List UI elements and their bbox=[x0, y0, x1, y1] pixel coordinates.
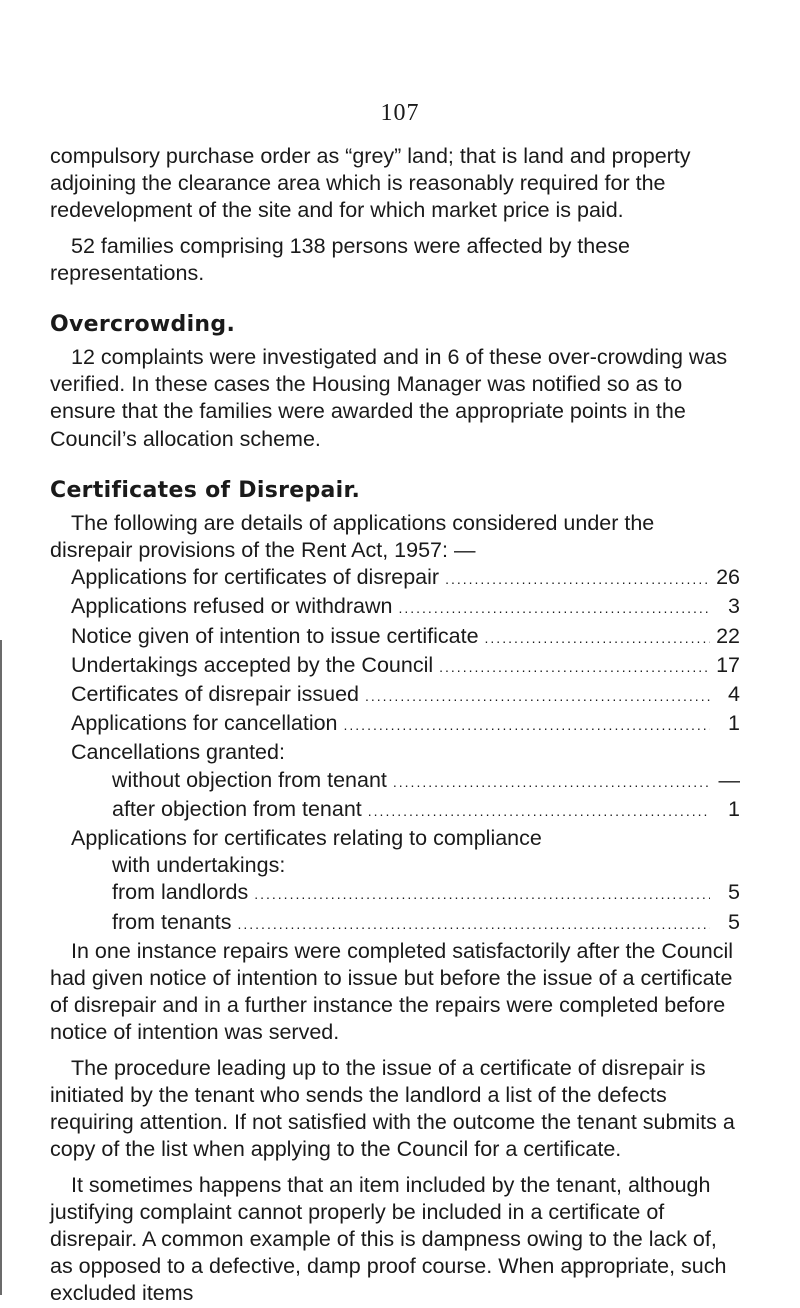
item-label: Notice given of intention to issue certificate bbox=[71, 623, 479, 648]
cancellations-heading: Cancellations granted: bbox=[71, 740, 285, 765]
list-item bbox=[50, 796, 740, 825]
intro-paragraph-1: compulsory purchase order as “grey” land; that is land and property adjoining the clearance area which is reasonably required for the redevelopment of the site and for which market price is paid. bbox=[50, 144, 691, 223]
item-value: 1 bbox=[728, 711, 740, 736]
certificates-heading: Certificates of Disrepair. bbox=[50, 477, 361, 503]
item-label: after objection from tenant bbox=[112, 796, 362, 821]
overcrowding-paragraph: 12 complaints were investigated and in 6 of these over-crowding was verified. In these cases the Housing Manager was notified so as to ensure that the families were awarded the appropriate points in the Council’s allocation scheme. bbox=[50, 345, 728, 451]
item-value: 17 bbox=[716, 652, 740, 677]
certificates-intro: The following are details of applications considered under the disrepair provisions of the Rent Act, 1957: — bbox=[50, 510, 655, 563]
item-label: from tenants bbox=[112, 909, 232, 934]
list-item bbox=[50, 564, 740, 593]
leader-dots bbox=[439, 654, 710, 681]
certificates-paragraph-3: It sometimes happens that an item included by the tenant, although justifying complaint cannot properly be included in a certificate of disrepair. A common example of this is dampness owing to the lack of, as opposed to a defective, damp proof course. When appropriate, such excluded items bbox=[50, 1172, 727, 1306]
list-item bbox=[50, 710, 740, 739]
list-item bbox=[50, 879, 740, 908]
item-value: 4 bbox=[728, 682, 740, 707]
leader-dots bbox=[485, 625, 710, 652]
leader-dots bbox=[445, 566, 710, 593]
item-label: from landlords bbox=[112, 880, 249, 905]
item-label: Undertakings accepted by the Council bbox=[71, 652, 434, 677]
overcrowding-heading: Overcrowding. bbox=[50, 312, 236, 338]
item-value: — bbox=[718, 767, 740, 792]
intro-paragraph-2: 52 families comprising 138 persons were affected by these representations. bbox=[50, 233, 630, 285]
list-item bbox=[50, 681, 740, 710]
item-label: Applications refused or withdrawn bbox=[71, 594, 393, 619]
item-label: without objection from tenant bbox=[112, 767, 387, 792]
item-label: Certificates of disrepair issued bbox=[71, 682, 359, 707]
item-label: Applications for certificates of disrepair bbox=[71, 565, 440, 590]
item-value: 5 bbox=[728, 909, 740, 934]
item-value: 1 bbox=[728, 796, 740, 821]
list-item bbox=[50, 909, 740, 938]
list-item bbox=[50, 652, 740, 681]
leader-dots bbox=[393, 769, 710, 796]
page-number: 107 bbox=[380, 100, 420, 126]
document-body bbox=[50, 143, 740, 1308]
leader-dots bbox=[365, 683, 710, 710]
scan-edge-line bbox=[0, 640, 2, 1295]
item-value: 3 bbox=[728, 594, 740, 619]
leader-dots bbox=[368, 798, 710, 825]
leader-dots bbox=[254, 881, 710, 908]
leader-dots bbox=[344, 712, 710, 739]
certificates-list bbox=[50, 564, 740, 938]
item-value: 26 bbox=[716, 565, 740, 590]
leader-dots bbox=[238, 911, 711, 938]
compliance-heading: Applications for certificates relating to compliance bbox=[71, 826, 542, 851]
compliance-heading-continued: with undertakings: bbox=[112, 853, 286, 878]
item-value: 5 bbox=[728, 880, 740, 905]
list-item bbox=[50, 623, 740, 652]
leader-dots bbox=[398, 595, 710, 622]
item-value: 22 bbox=[716, 623, 740, 648]
certificates-paragraph-2: The procedure leading up to the issue of a certificate of disrepair is initiated by the tenant who sends the landlord a list of the defects requiring attention. If not satisfied with the outcome the tenant submits a copy of the list when applying to the Council for a certificate. bbox=[50, 1055, 735, 1162]
list-item bbox=[50, 593, 740, 622]
item-label: Applications for cancellation bbox=[71, 711, 338, 736]
list-item bbox=[50, 767, 740, 796]
certificates-paragraph-1: In one instance repairs were completed satisfactorily after the Council had given notice of intention to issue but before the issue of a certificate of disrepair and in a further instance the repairs were completed before notice of intention was served. bbox=[50, 938, 734, 1045]
